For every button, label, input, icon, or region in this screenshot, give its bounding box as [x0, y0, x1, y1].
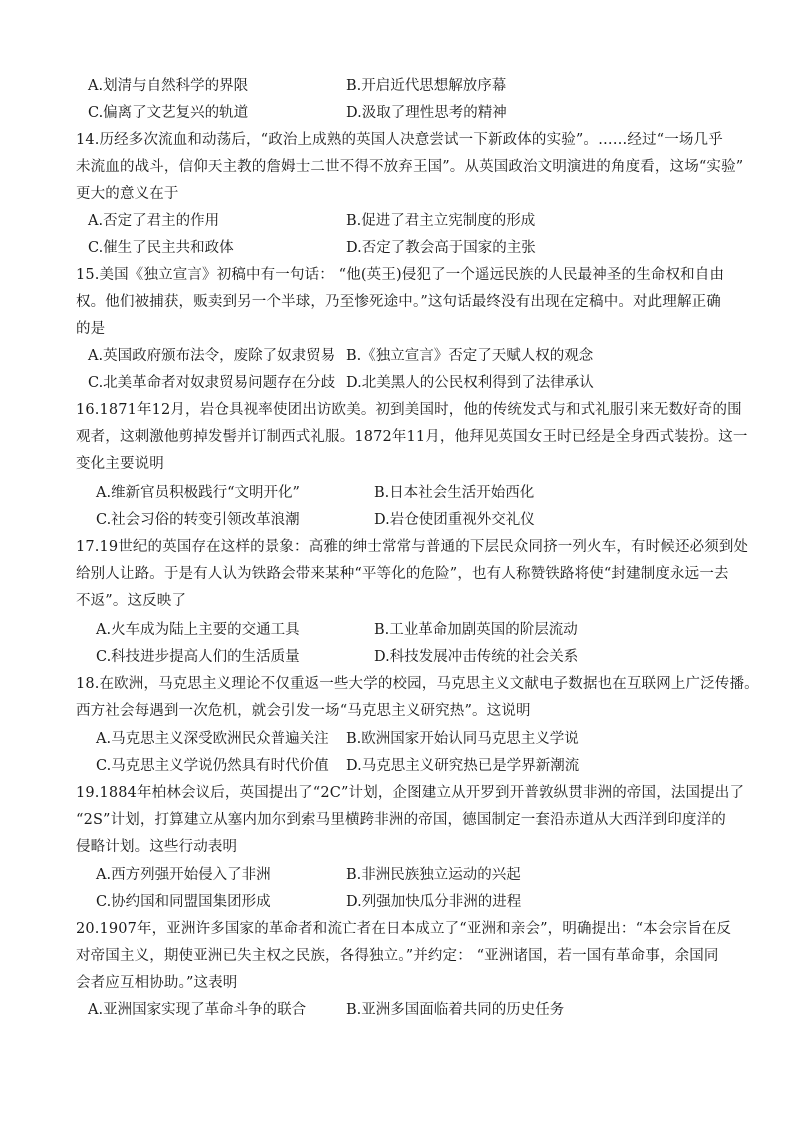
q15-stem-line-1: 15.美国《独立宣言》初稿中有一句话： “他(英王)侵犯了一个遥远民族的人民最神圣的生命权和自由 [76, 267, 725, 283]
q20-option-b: B.亚洲多国面临着共同的历史任务 [346, 1002, 565, 1018]
q17-stem-line-1: 17.19世纪的英国存在这样的景象：高雅的绅士常常与普通的下层民众同挤一列火车，有时候还必须到处 [76, 539, 749, 555]
q20-option-a: A.亚洲国家实现了革命斗争的联合 [88, 1002, 307, 1018]
q13-option-d: D.汲取了理性思考的精神 [346, 105, 507, 121]
q19-stem-line-1: 19.1884年柏林会议后，英国提出了“2C”计划，企图建立从开罗到开普敦纵贯非洲的帝国，法国提出了 [76, 785, 745, 801]
q14-stem-line-1: 14.历经多次流血和动荡后，“政治上成熟的英国人决意尝试一下新政体的实验”。……经过“一场几乎 [76, 132, 723, 148]
q18-option-d: D.马克思主义研究热已是学界新潮流 [346, 758, 580, 774]
q17-stem-line-3: 不返”。这反映了 [76, 593, 187, 609]
q16-option-c: C.社会习俗的转变引领改革浪潮 [96, 512, 300, 528]
q19-option-b: B.非洲民族独立运动的兴起 [346, 867, 521, 883]
q20-stem-line-2: 对帝国主义，期使亚洲已失主权之民族，各得独立。”并约定： “亚洲诸国，若一国有革命事，余国同 [76, 948, 719, 964]
q16-option-a: A.维新官员积极践行“文明开化” [96, 485, 300, 501]
q15-stem-line-3: 的是 [76, 321, 106, 337]
q18-stem-line-2: 西方社会每遇到一次危机，就会引发一场“马克思主义研究热”。这说明 [76, 703, 531, 719]
q19-stem-line-2: “2S”计划，打算建立从塞内加尔到索马里横跨非洲的帝国，德国制定一套沿赤道从大西洋到印度洋的 [76, 812, 726, 828]
q13-option-b: B.开启近代思想解放序幕 [346, 78, 507, 94]
q14-option-d: D.否定了教会高于国家的主张 [346, 240, 536, 256]
q14-option-b: B.促进了君主立宪制度的形成 [346, 213, 536, 229]
q19-option-d: D.列强加快瓜分非洲的进程 [346, 894, 522, 910]
q16-option-b: B.日本社会生活开始西化 [374, 485, 535, 501]
q13-option-c: C.偏离了文艺复兴的轨道 [88, 105, 249, 121]
q14-option-c: C.催生了民主共和政体 [88, 240, 234, 256]
q14-stem-line-2: 未流血的战斗，信仰天主教的詹姆士二世不得不放弃王国”。从英国政治文明演进的角度看，这场“实验” [76, 159, 744, 175]
q13-option-a: A.划清与自然科学的界限 [88, 78, 249, 94]
q18-option-a: A.马克思主义深受欧洲民众普遍关注 [96, 731, 329, 747]
q19-option-c: C.协约国和同盟国集团形成 [96, 894, 271, 910]
q14-stem-line-3: 更大的意义在于 [76, 186, 179, 202]
q19-option-a: A.西方列强开始侵入了非洲 [96, 867, 271, 883]
q15-stem-line-2: 权。他们被捕获，贩卖到另一个半球，乃至惨死途中。”这句话最终没有出现在定稿中。对此理解正确 [76, 294, 721, 310]
q18-option-b: B.欧洲国家开始认同马克思主义学说 [346, 731, 579, 747]
q17-option-a: A.火车成为陆上主要的交通工具 [96, 622, 300, 638]
q17-option-b: B.工业革命加剧英国的阶层流动 [374, 622, 578, 638]
q16-option-d: D.岩仓使团重视外交礼仪 [374, 512, 535, 528]
q16-stem-line-2: 观者，这刺激他剪掉发髻并订制西式礼服。1872年11月，他拜见英国女王时已经是全身西式装扮。这一 [76, 429, 748, 445]
q20-stem-line-3: 会者应互相协助。”这表明 [76, 975, 238, 991]
q19-stem-line-3: 侵略计划。这些行动表明 [76, 839, 238, 855]
q16-stem-line-3: 变化主要说明 [76, 456, 164, 472]
q18-stem-line-1: 18.在欧洲，马克思主义理论不仅重返一些大学的校园，马克思主义文献电子数据也在互联网上广泛传播。 [76, 676, 759, 692]
q16-stem-line-1: 16.1871年12月，岩仓具视率使团出访欧美。初到美国时，他的传统发式与和式礼服引来无数好奇的围 [76, 402, 742, 418]
q15-option-b: B.《独立宣言》否定了天赋人权的观念 [346, 348, 594, 364]
q17-stem-line-2: 给别人让路。于是有人认为铁路会带来某种“平等化的危险”，也有人称赞铁路将使“封建制度永远一去 [76, 566, 729, 582]
q15-option-d: D.北美黑人的公民权利得到了法律承认 [346, 375, 594, 391]
q20-stem-line-1: 20.1907年，亚洲许多国家的革命者和流亡者在日本成立了“亚洲和亲会”，明确提出：“本会宗旨在反 [76, 921, 732, 937]
q18-option-c: C.马克思主义学说仍然具有时代价值 [96, 758, 329, 774]
q15-option-c: C.北美革命者对奴隶贸易问题存在分歧 [88, 375, 336, 391]
q14-option-a: A.否定了君主的作用 [88, 213, 220, 229]
q17-option-d: D.科技发展冲击传统的社会关系 [374, 649, 579, 665]
q17-option-c: C.科技进步提高人们的生活质量 [96, 649, 300, 665]
q15-option-a: A.英国政府颁布法令，废除了奴隶贸易 [88, 348, 336, 364]
